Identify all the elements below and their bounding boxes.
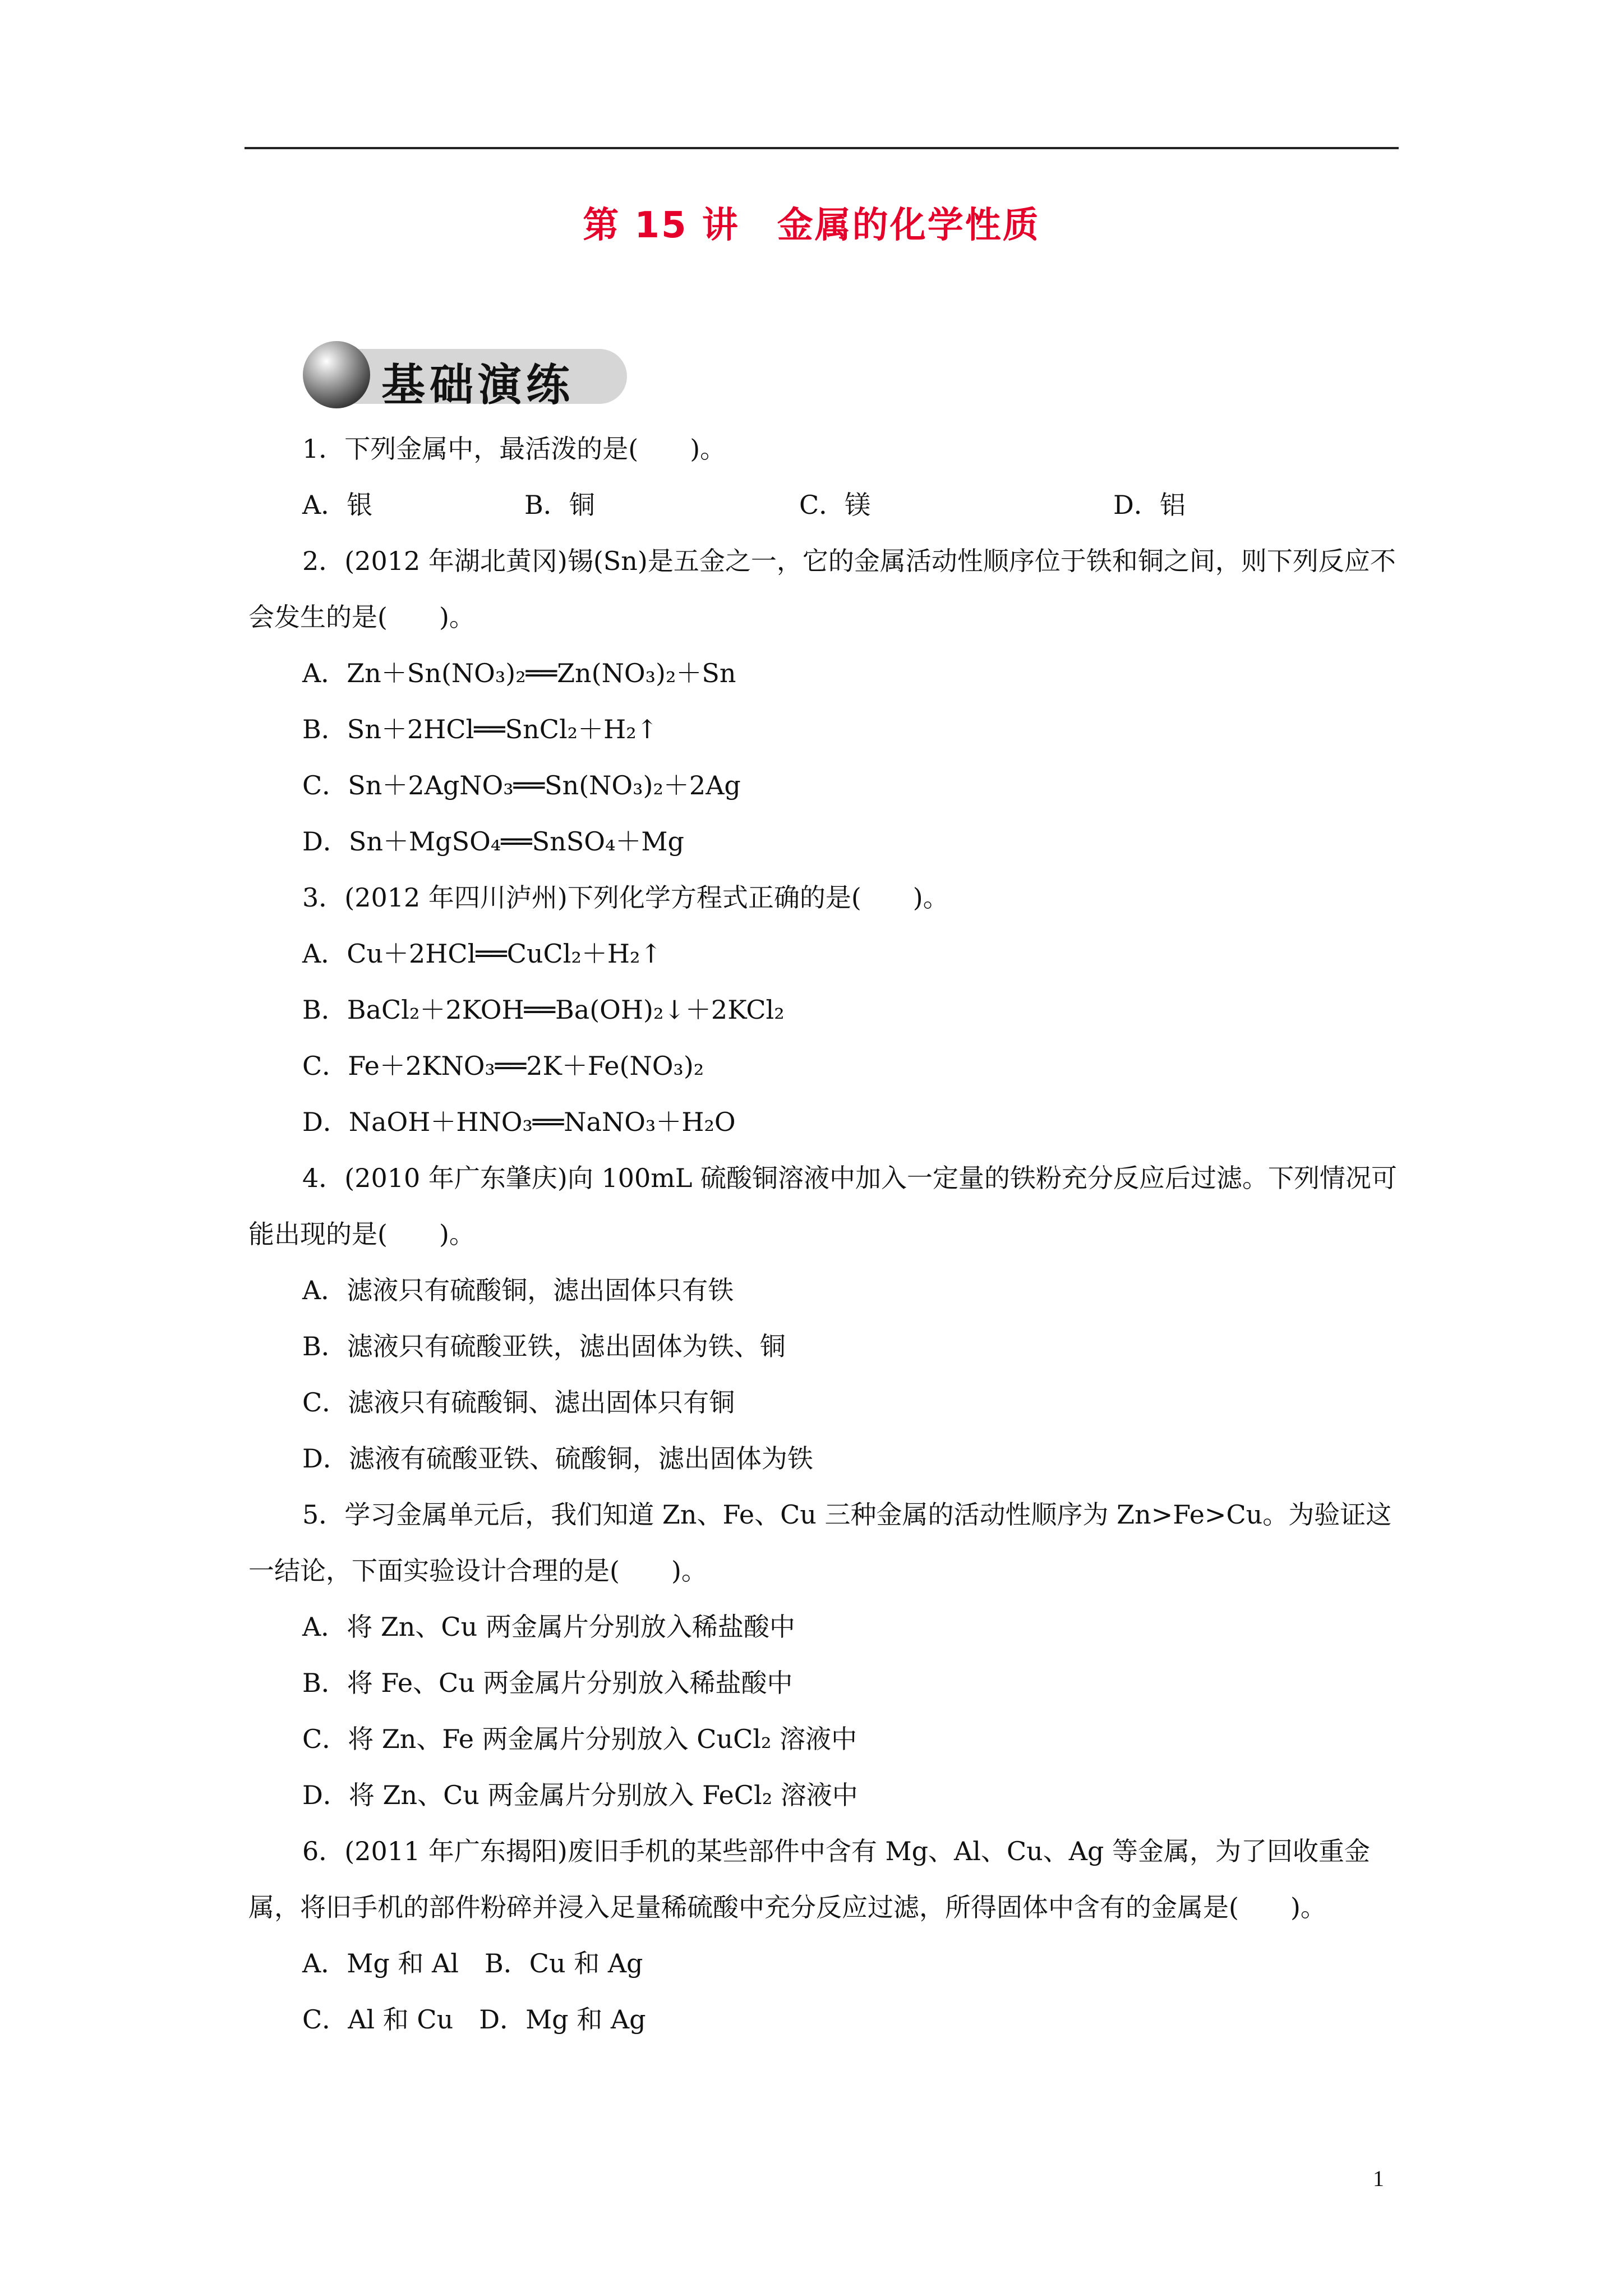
option-c: C．镁 — [799, 490, 871, 520]
question-1-options — [248, 477, 1398, 533]
question-6-options-cd: C．Al 和 Cu D．Mg 和 Ag — [302, 2004, 646, 2035]
banner-sphere-icon — [303, 341, 370, 408]
question-5-stem: 5．学习金属单元后，我们知道 Zn、Fe、Cu 三种金属的活动性顺序为 Zn>Fe>Cu。为验证这一结论，下面实验设计合理的是( )。 — [248, 1499, 1392, 1586]
question-2-stem: 2．(2012 年湖北黄冈)锡(Sn)是五金之一，它的金属活动性顺序位于铁和铜之间，则下列反应不会发生的是( )。 — [248, 546, 1396, 632]
question-3-option-d: D．NaOH＋HNO₃══NaNO₃＋H₂O — [302, 1107, 736, 1137]
page-number: 1 — [1373, 2166, 1384, 2191]
question-1-stem: 1．下列金属中，最活泼的是( )。 — [302, 434, 726, 464]
header-rule — [245, 147, 1399, 149]
question-3-stem: 3．(2012 年四川泸州)下列化学方程式正确的是( )。 — [302, 882, 949, 913]
question-5-option-c: C．将 Zn、Fe 两金属片分别放入 CuCl₂ 溶液中 — [302, 1724, 857, 1754]
option-b: B．铜 — [524, 490, 595, 520]
question-2-option-b: B．Sn＋2HCl══SnCl₂＋H₂↑ — [302, 714, 658, 744]
question-4-option-b: B．滤液只有硫酸亚铁，滤出固体为铁、铜 — [302, 1331, 786, 1361]
question-2-option-d: D．Sn＋MgSO₄══SnSO₄＋Mg — [302, 826, 684, 857]
question-2-option-c: C．Sn＋2AgNO₃══Sn(NO₃)₂＋2Ag — [302, 770, 741, 800]
option-d: D．铝 — [1113, 490, 1186, 520]
section-banner — [303, 339, 639, 412]
question-3-option-c: C．Fe＋2KNO₃══2K＋Fe(NO₃)₂ — [302, 1051, 704, 1081]
question-6-stem: 6．(2011 年广东揭阳)废旧手机的某些部件中含有 Mg、Al、Cu、Ag 等金属，为了回收重金属，将旧手机的部件粉碎并浸入足量稀硫酸中充分反应过滤，所得固体中含有的金属是( )。 — [248, 1836, 1371, 1922]
question-3-option-b: B．BaCl₂＋2KOH══Ba(OH)₂↓＋2KCl₂ — [302, 995, 785, 1025]
section-label: 基础演练 — [381, 360, 575, 411]
question-4-option-d: D．滤液有硫酸亚铁、硫酸铜，滤出固体为铁 — [302, 1443, 813, 1474]
question-4-stem: 4．(2010 年广东肇庆)向 100mL 硫酸铜溶液中加入一定量的铁粉充分反应后过滤。下列情况可能出现的是( )。 — [248, 1163, 1398, 1249]
question-5-option-d: D．将 Zn、Cu 两金属片分别放入 FeCl₂ 溶液中 — [302, 1780, 858, 1810]
question-5-option-a: A．将 Zn、Cu 两金属片分别放入稀盐酸中 — [302, 1612, 795, 1642]
option-a: A．银 — [302, 490, 373, 520]
question-4-option-a: A．滤液只有硫酸铜，滤出固体只有铁 — [302, 1275, 734, 1305]
question-5-option-b: B．将 Fe、Cu 两金属片分别放入稀盐酸中 — [302, 1668, 793, 1698]
question-list — [248, 421, 1398, 2047]
question-6-options-ab: A．Mg 和 Al B．Cu 和 Ag — [302, 1948, 643, 1978]
page-title: 第 15 讲 金属的化学性质 — [583, 205, 1040, 246]
question-3-option-a: A．Cu＋2HCl══CuCl₂＋H₂↑ — [302, 938, 662, 969]
question-4-option-c: C．滤液只有硫酸铜、滤出固体只有铜 — [302, 1387, 735, 1418]
question-2-option-a: A．Zn＋Sn(NO₃)₂══Zn(NO₃)₂＋Sn — [302, 658, 736, 688]
